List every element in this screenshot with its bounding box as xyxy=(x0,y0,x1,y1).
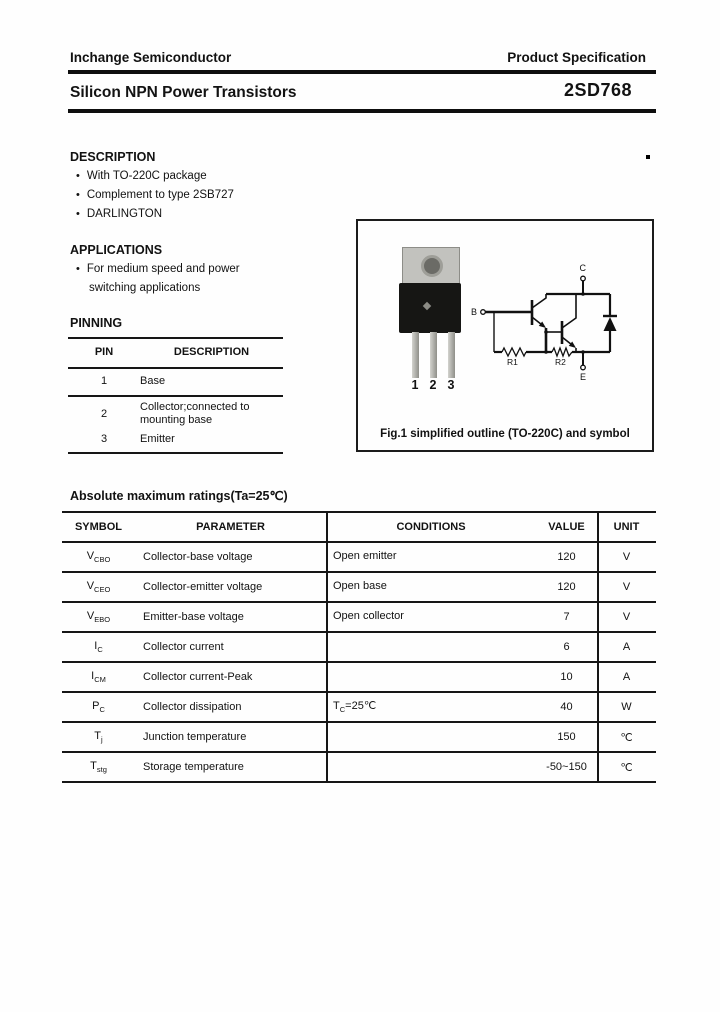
package-leg xyxy=(448,332,455,378)
parameter-cell: Junction temperature xyxy=(143,731,247,743)
unit-cell: A xyxy=(622,641,631,653)
part-number: 2SD768 xyxy=(563,80,632,100)
spec-type-label: Product Specification xyxy=(507,50,646,65)
schematic-label-b: B xyxy=(471,307,478,317)
print-dot-artifact xyxy=(646,155,650,159)
col-header-parameter: PARAMETER xyxy=(196,521,265,533)
package-pin-label: 2 xyxy=(429,378,437,392)
schematic-label-r2: R2 xyxy=(555,357,566,367)
figure-caption: Fig.1 simplified outline (TO-220C) and symbol xyxy=(380,428,630,440)
package-mounting-hole xyxy=(421,255,443,277)
description-bullet: • Complement to type 2SB727 xyxy=(76,189,234,201)
package-pin-label: 3 xyxy=(447,378,455,392)
ratings-table xyxy=(62,511,656,783)
pin-table-rule xyxy=(68,395,283,397)
pin-table-rule xyxy=(68,337,283,339)
value-cell: 7 xyxy=(563,611,570,623)
symbol-cell: $V_{CEO}$ xyxy=(86,579,111,595)
value-cell: 120 xyxy=(557,581,576,593)
pin-desc-col-header: DESCRIPTION xyxy=(173,346,250,358)
value-cell: 40 xyxy=(560,701,573,713)
parameter-cell: Collector current xyxy=(143,641,224,653)
parameter-cell: Collector dissipation xyxy=(143,701,242,713)
pin-description: Base xyxy=(140,375,166,387)
table-row xyxy=(62,572,656,602)
company-name: Inchange Semiconductor xyxy=(70,50,232,65)
package-leg xyxy=(430,332,437,378)
pin-description: Emitter xyxy=(140,433,175,445)
value-cell: 10 xyxy=(560,671,573,683)
symbol-cell: $P_C$ xyxy=(92,699,105,715)
schematic-label-r1: R1 xyxy=(507,357,518,367)
pin-number: 3 xyxy=(100,433,108,445)
schematic-label-e: E xyxy=(580,372,587,382)
applications-heading: APPLICATIONS xyxy=(70,243,163,257)
value-cell: 150 xyxy=(557,731,576,743)
parameter-cell: Storage temperature xyxy=(143,761,244,773)
unit-cell: ℃ xyxy=(620,761,633,774)
pin-description: Collector;connected to xyxy=(140,401,250,413)
header-rule-bottom xyxy=(68,109,656,113)
header-rule-top xyxy=(68,70,656,74)
value-cell: 6 xyxy=(563,641,570,653)
pin-table-rule xyxy=(68,452,283,454)
symbol-cell: $T_j$ xyxy=(94,729,103,745)
pinning-heading: PINNING xyxy=(70,316,123,330)
description-heading: DESCRIPTION xyxy=(70,150,156,164)
unit-cell: V xyxy=(622,551,631,563)
table-row xyxy=(62,662,656,692)
table-row xyxy=(62,692,656,722)
symbol-cell: $I_{CM}$ xyxy=(91,669,106,685)
parameter-cell: Collector current-Peak xyxy=(143,671,253,683)
parameter-cell: Collector-emitter voltage xyxy=(143,581,263,593)
pin-col-header: PIN xyxy=(94,346,114,358)
pin-description-line2: mounting base xyxy=(140,414,213,426)
pin-number: 2 xyxy=(100,408,108,420)
unit-cell: W xyxy=(621,701,632,713)
table-row xyxy=(62,602,656,632)
applications-bullet-line2: switching applications xyxy=(89,282,201,294)
conditions-cell: Open base xyxy=(333,579,387,592)
page-title: Silicon NPN Power Transistors xyxy=(70,84,297,101)
ratings-heading: Absolute maximum ratings(Ta=25℃) xyxy=(70,489,288,503)
unit-cell: V xyxy=(622,581,631,593)
darlington-schematic xyxy=(470,262,640,392)
description-bullet: • DARLINGTON xyxy=(76,208,162,220)
table-row xyxy=(62,542,656,572)
col-header-value: VALUE xyxy=(548,521,585,533)
symbol-cell: $V_{CBO}$ xyxy=(86,549,111,565)
table-row xyxy=(62,722,656,752)
symbol-cell: $T_{stg}$ xyxy=(90,759,107,775)
pin-table-rule xyxy=(68,367,283,369)
col-header-conditions: CONDITIONS xyxy=(396,521,466,533)
package-pin-label: 1 xyxy=(411,378,419,392)
table-row xyxy=(62,632,656,662)
package-leg xyxy=(412,332,419,378)
symbol-cell: $I_C$ xyxy=(94,639,103,655)
conditions-cell: Open collector xyxy=(333,609,404,622)
unit-cell: V xyxy=(622,611,631,623)
package-body xyxy=(399,283,461,333)
ratings-header-row xyxy=(62,512,656,542)
table-row xyxy=(62,752,656,782)
applications-bullet: • For medium speed and power xyxy=(76,263,240,275)
conditions-cell: $T_C=25℃$ xyxy=(333,700,377,715)
col-header-unit: UNIT xyxy=(613,521,640,533)
value-cell: -50~150 xyxy=(546,761,587,773)
conditions-cell: Open emitter xyxy=(333,549,397,562)
symbol-cell: $V_{EBO}$ xyxy=(86,609,111,625)
parameter-cell: Collector-base voltage xyxy=(143,551,253,563)
parameter-cell: Emitter-base voltage xyxy=(143,611,244,623)
col-header-symbol: SYMBOL xyxy=(74,521,123,533)
pinning-table xyxy=(68,337,283,454)
figure-box xyxy=(356,219,654,452)
unit-cell: A xyxy=(622,671,631,683)
value-cell: 120 xyxy=(557,551,576,563)
schematic-label-c: C xyxy=(579,263,586,273)
pin-number: 1 xyxy=(100,375,108,387)
description-bullet: • With TO-220C package xyxy=(76,170,207,182)
unit-cell: ℃ xyxy=(620,731,633,744)
